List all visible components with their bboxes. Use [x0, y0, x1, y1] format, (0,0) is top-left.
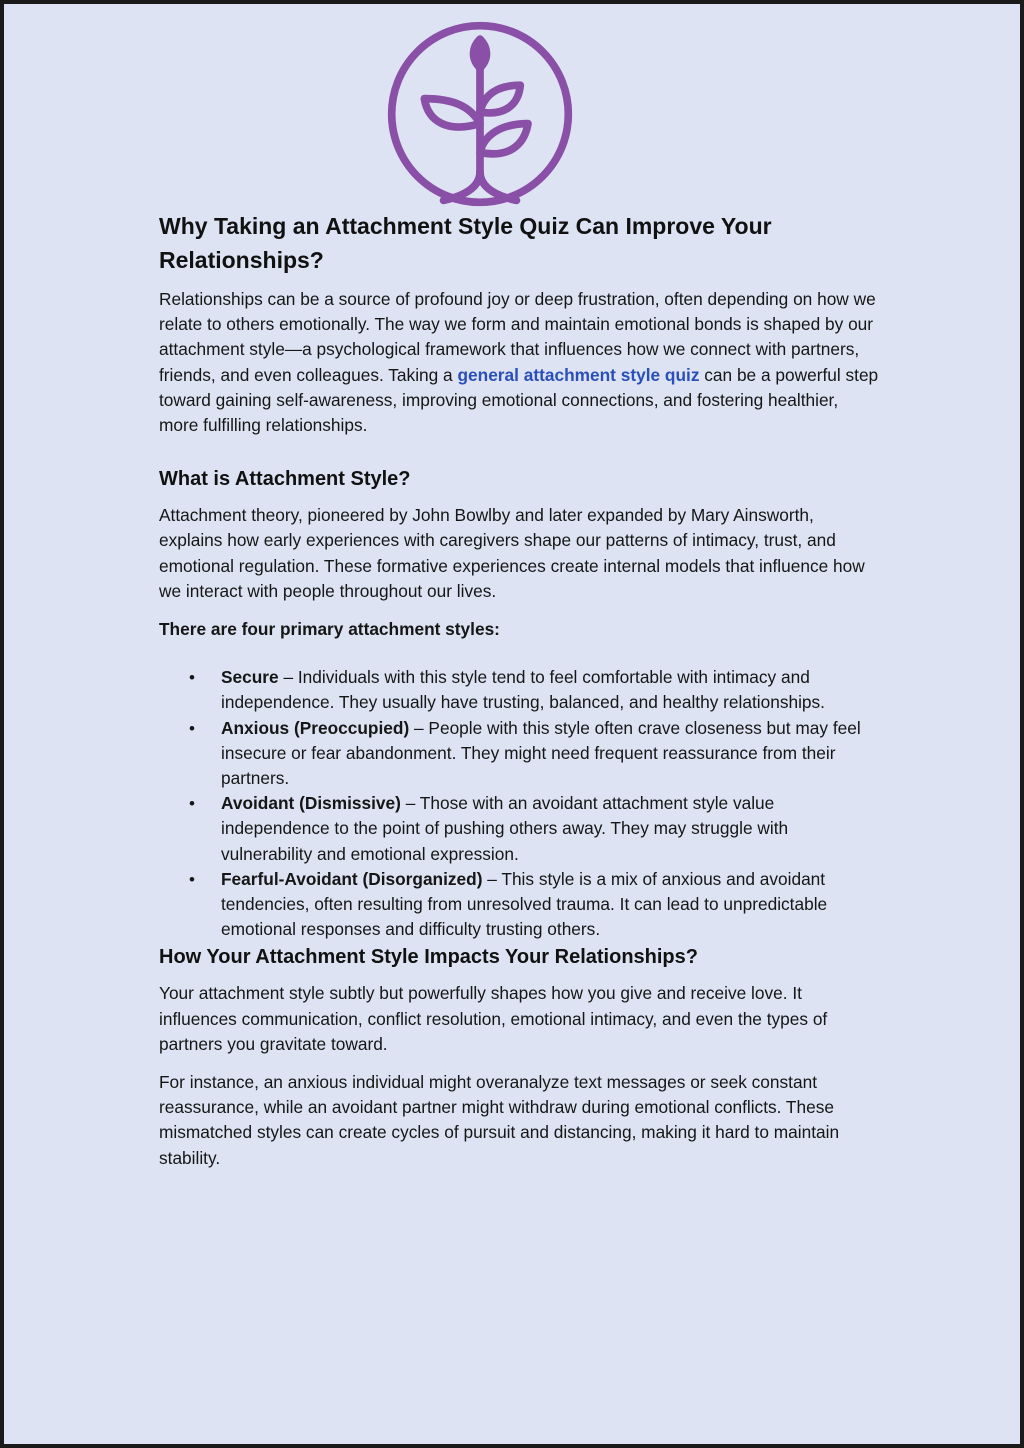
impacts-paragraph-1: Your attachment style subtly but powerfully shapes how you give and receive love. It influences communication, conflict resolution, emotional intimacy, and even the types of partners you gravitate toward.	[159, 983, 828, 1054]
style-name: Fearful-Avoidant (Disorganized)	[221, 868, 483, 889]
styles-list-intro: There are four primary attachment styles:	[159, 619, 500, 640]
intro-text-after-link: can be a powerful step toward gaining self-awareness, improving emotional connections, and fostering healthier, more fulfilling relationships.	[159, 364, 879, 436]
style-description: – Individuals with this style tend to feel comfortable with intimacy and independence. They usually have trusting, balanced, and healthy relationships.	[221, 667, 825, 713]
style-name: Secure	[221, 667, 279, 688]
attachment-quiz-link[interactable]: general attachment style quiz	[457, 364, 700, 385]
style-name: Avoidant (Dismissive)	[221, 793, 401, 814]
attachment-styles-list	[159, 665, 879, 942]
style-description: – Those with an avoidant attachment style value independence to the point of pushing others away. They may struggle with vulnerability and emotional expression.	[221, 793, 789, 864]
bullet-icon: •	[189, 794, 195, 814]
attachment-theory-paragraph: Attachment theory, pioneered by John Bowlby and later expanded by Mary Ainsworth, explains how early experiences with caregivers shape our patterns of intimacy, trust, and emotional regulation. These formative experiences create internal models that influence how we interact with people throughout our lives.	[159, 505, 865, 601]
bullet-icon: •	[189, 668, 195, 688]
style-description: – This style is a mix of anxious and avoidant tendencies, often resulting from unresolved trauma. It can lead to unpredictable emotional responses and difficulty trusting others.	[221, 868, 828, 940]
article-title: Why Taking an Attachment Style Quiz Can Improve Your Relationships?	[159, 213, 772, 273]
list-item	[189, 716, 879, 792]
intro-text-before-link: Relationships can be a source of profound joy or deep frustration, often depending on how we relate to others emotionally. The way we form and maintain emotional bonds is shaped by our attachment style—a psychological framework that influences how we connect with partners, friends, and even colleagues. Taking a	[159, 289, 876, 385]
list-item	[189, 665, 879, 715]
bullet-icon: •	[189, 718, 195, 738]
impacts-paragraph-2: For instance, an anxious individual might overanalyze text messages or seek constant reassurance, while an avoidant partner might withdraw during emotional conflicts. These mismatched styles can create cycles of pursuit and distancing, making it hard to maintain stability.	[159, 1072, 840, 1168]
style-name: Anxious (Preoccupied)	[221, 717, 410, 738]
section-heading-impacts: How Your Attachment Style Impacts Your Relationships?	[159, 946, 698, 969]
intro-paragraph	[159, 287, 879, 438]
bullet-icon: •	[189, 869, 195, 889]
section-heading-what-is: What is Attachment Style?	[159, 468, 411, 491]
list-item	[189, 867, 879, 943]
style-description: – People with this style often crave closeness but may feel insecure or fear abandonment. They might need frequent reassurance from their partners.	[221, 717, 861, 789]
list-item	[189, 791, 879, 867]
article-body	[159, 209, 879, 1171]
sprouting-plant-circle-logo	[384, 18, 576, 210]
